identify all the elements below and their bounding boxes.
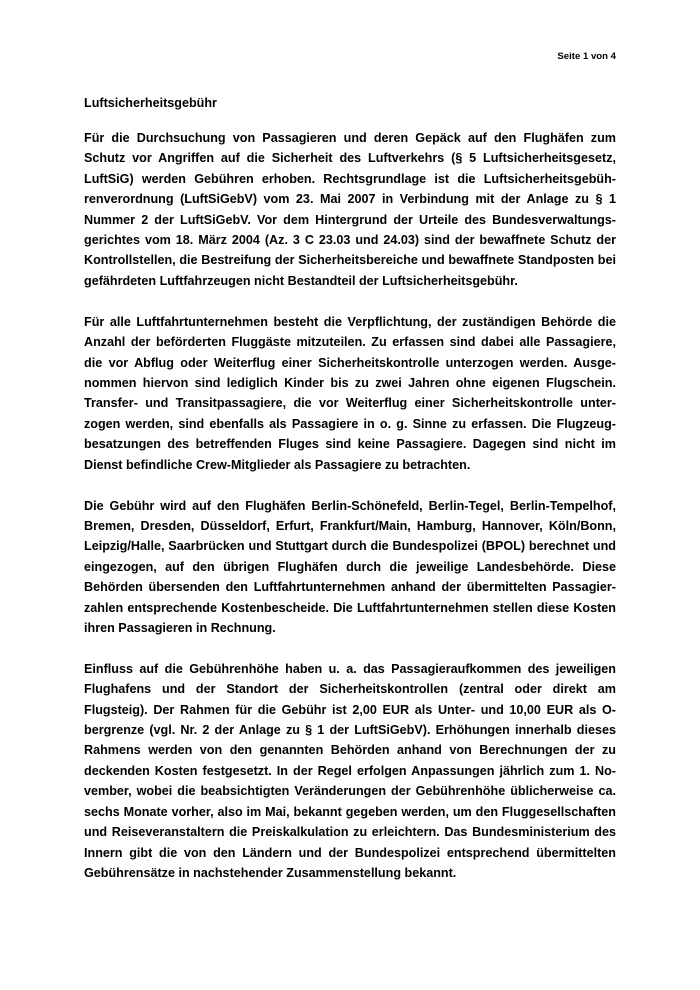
document-body: [84, 128, 616, 904]
paragraph-airports: Die Gebühr wird auf den Flughäfen Berlin-Schönefeld, Berlin-Tegel, Berlin-Tempelhof, Bremen, Dresden, Düsseldorf, Erfurt, Frankfurt/Main, Hamburg, Hannover, Köln/Bonn, Leipzig/Halle, Saarbrücken und Stuttgart durch die Bundespolizei (BPOL) berechnet und eingezogen, auf den übrigen Flughäfen durch die jeweilige Landesbehörde. Diese Behörden übersenden den Luftfahrtunternehmen anhand der übermittelten Passagierzahlen entsprechende Kostenbescheide. Die Luftfahrtunternehmen stellen diese Kosten ihren Passagieren in Rechnung.: [84, 498, 616, 635]
paragraph-passenger-count: Für alle Luftfahrtunternehmen besteht die Verpflichtung, der zuständigen Behörde die Anzahl der beförderten Fluggäste mitzuteilen. Zu erfassen sind dabei alle Passagiere, die vor Abflug oder Weiterflug einer Sicherheitskontrolle unterzogen werden. Ausgenommen hiervon sind lediglich Kinder bis zu zwei Jahren ohne eigenen Flugschein. Transfer- und Transitpassagiere, die vor Weiterflug einer Sicherheitskontrolle unterzogen werden, sind ebenfalls als Passagiere in o. g. Sinne zu erfassen. Die Flugzeugbesatzungen des betreffenden Fluges sind keine Passagiere. Dagegen sind nicht im Dienst befindliche Crew-Mitglieder als Passagiere zu betrachten.: [84, 314, 616, 472]
paragraph-fee-level: Einfluss auf die Gebührenhöhe haben u. a. das Passagieraufkommen des jeweiligen Flughafens und der Standort der Sicherheitskontrollen (zentral oder direkt am Flugsteig). Der Rahmen für die Gebühr ist 2,00 EUR als Unter- und 10,00 EUR als Obergrenze (vgl. Nr. 2 der Anlage zu § 1 der LuftSiGebV). Erhöhungen innerhalb dieses Rahmens werden von den genannten Behörden anhand von Berechnungen der zu deckenden Kosten festgesetzt. In der Regel erfolgen Anpassungen jährlich zum 1. November, wobei die beabsichtigten Veränderungen der Gebührenhöhe üblicherweise ca. sechs Monate vorher, also im Mai, bekannt gegeben werden, um den Fluggesellschaften und Reiseveranstaltern die Preiskalkulation zu erleichtern. Das Bundesministerium des Innern gibt die von den Ländern und der Bundespolizei entsprechend übermittelten Gebührensätze in nachstehender Zusammenstellung bekannt.: [84, 661, 616, 880]
paragraph-legal-basis: Für die Durchsuchung von Passagieren und deren Gepäck auf den Flughäfen zum Schutz vor Angriffen auf die Sicherheit des Luftverkehrs (§ 5 Luftsicherheitsgesetz, LuftSiG) werden Gebühren erhoben. Rechtsgrundlage ist die Luftsicherheitsgebührenverordnung (LuftSiGebV) vom 23. Mai 2007 in Verbindung mit der Anlage zu § 1 Nummer 2 der LuftSiGebV. Vor dem Hintergrund der Urteile des Bundesverwaltungsgerichtes vom 18. März 2004 (Az. 3 C 23.03 und 24.03) sind der bewaffnete Schutz der Kontrollstellen, die Bestreifung der Sicherheitsbereiche und bewaffnete Standposten bei gefährdeten Luftfahrzeugen nicht Bestandteil der Luftsicherheitsgebühr.: [84, 131, 616, 288]
page-number: Seite 1 von 4: [557, 51, 616, 62]
document-title: Luftsicherheitsgebühr: [84, 96, 217, 110]
